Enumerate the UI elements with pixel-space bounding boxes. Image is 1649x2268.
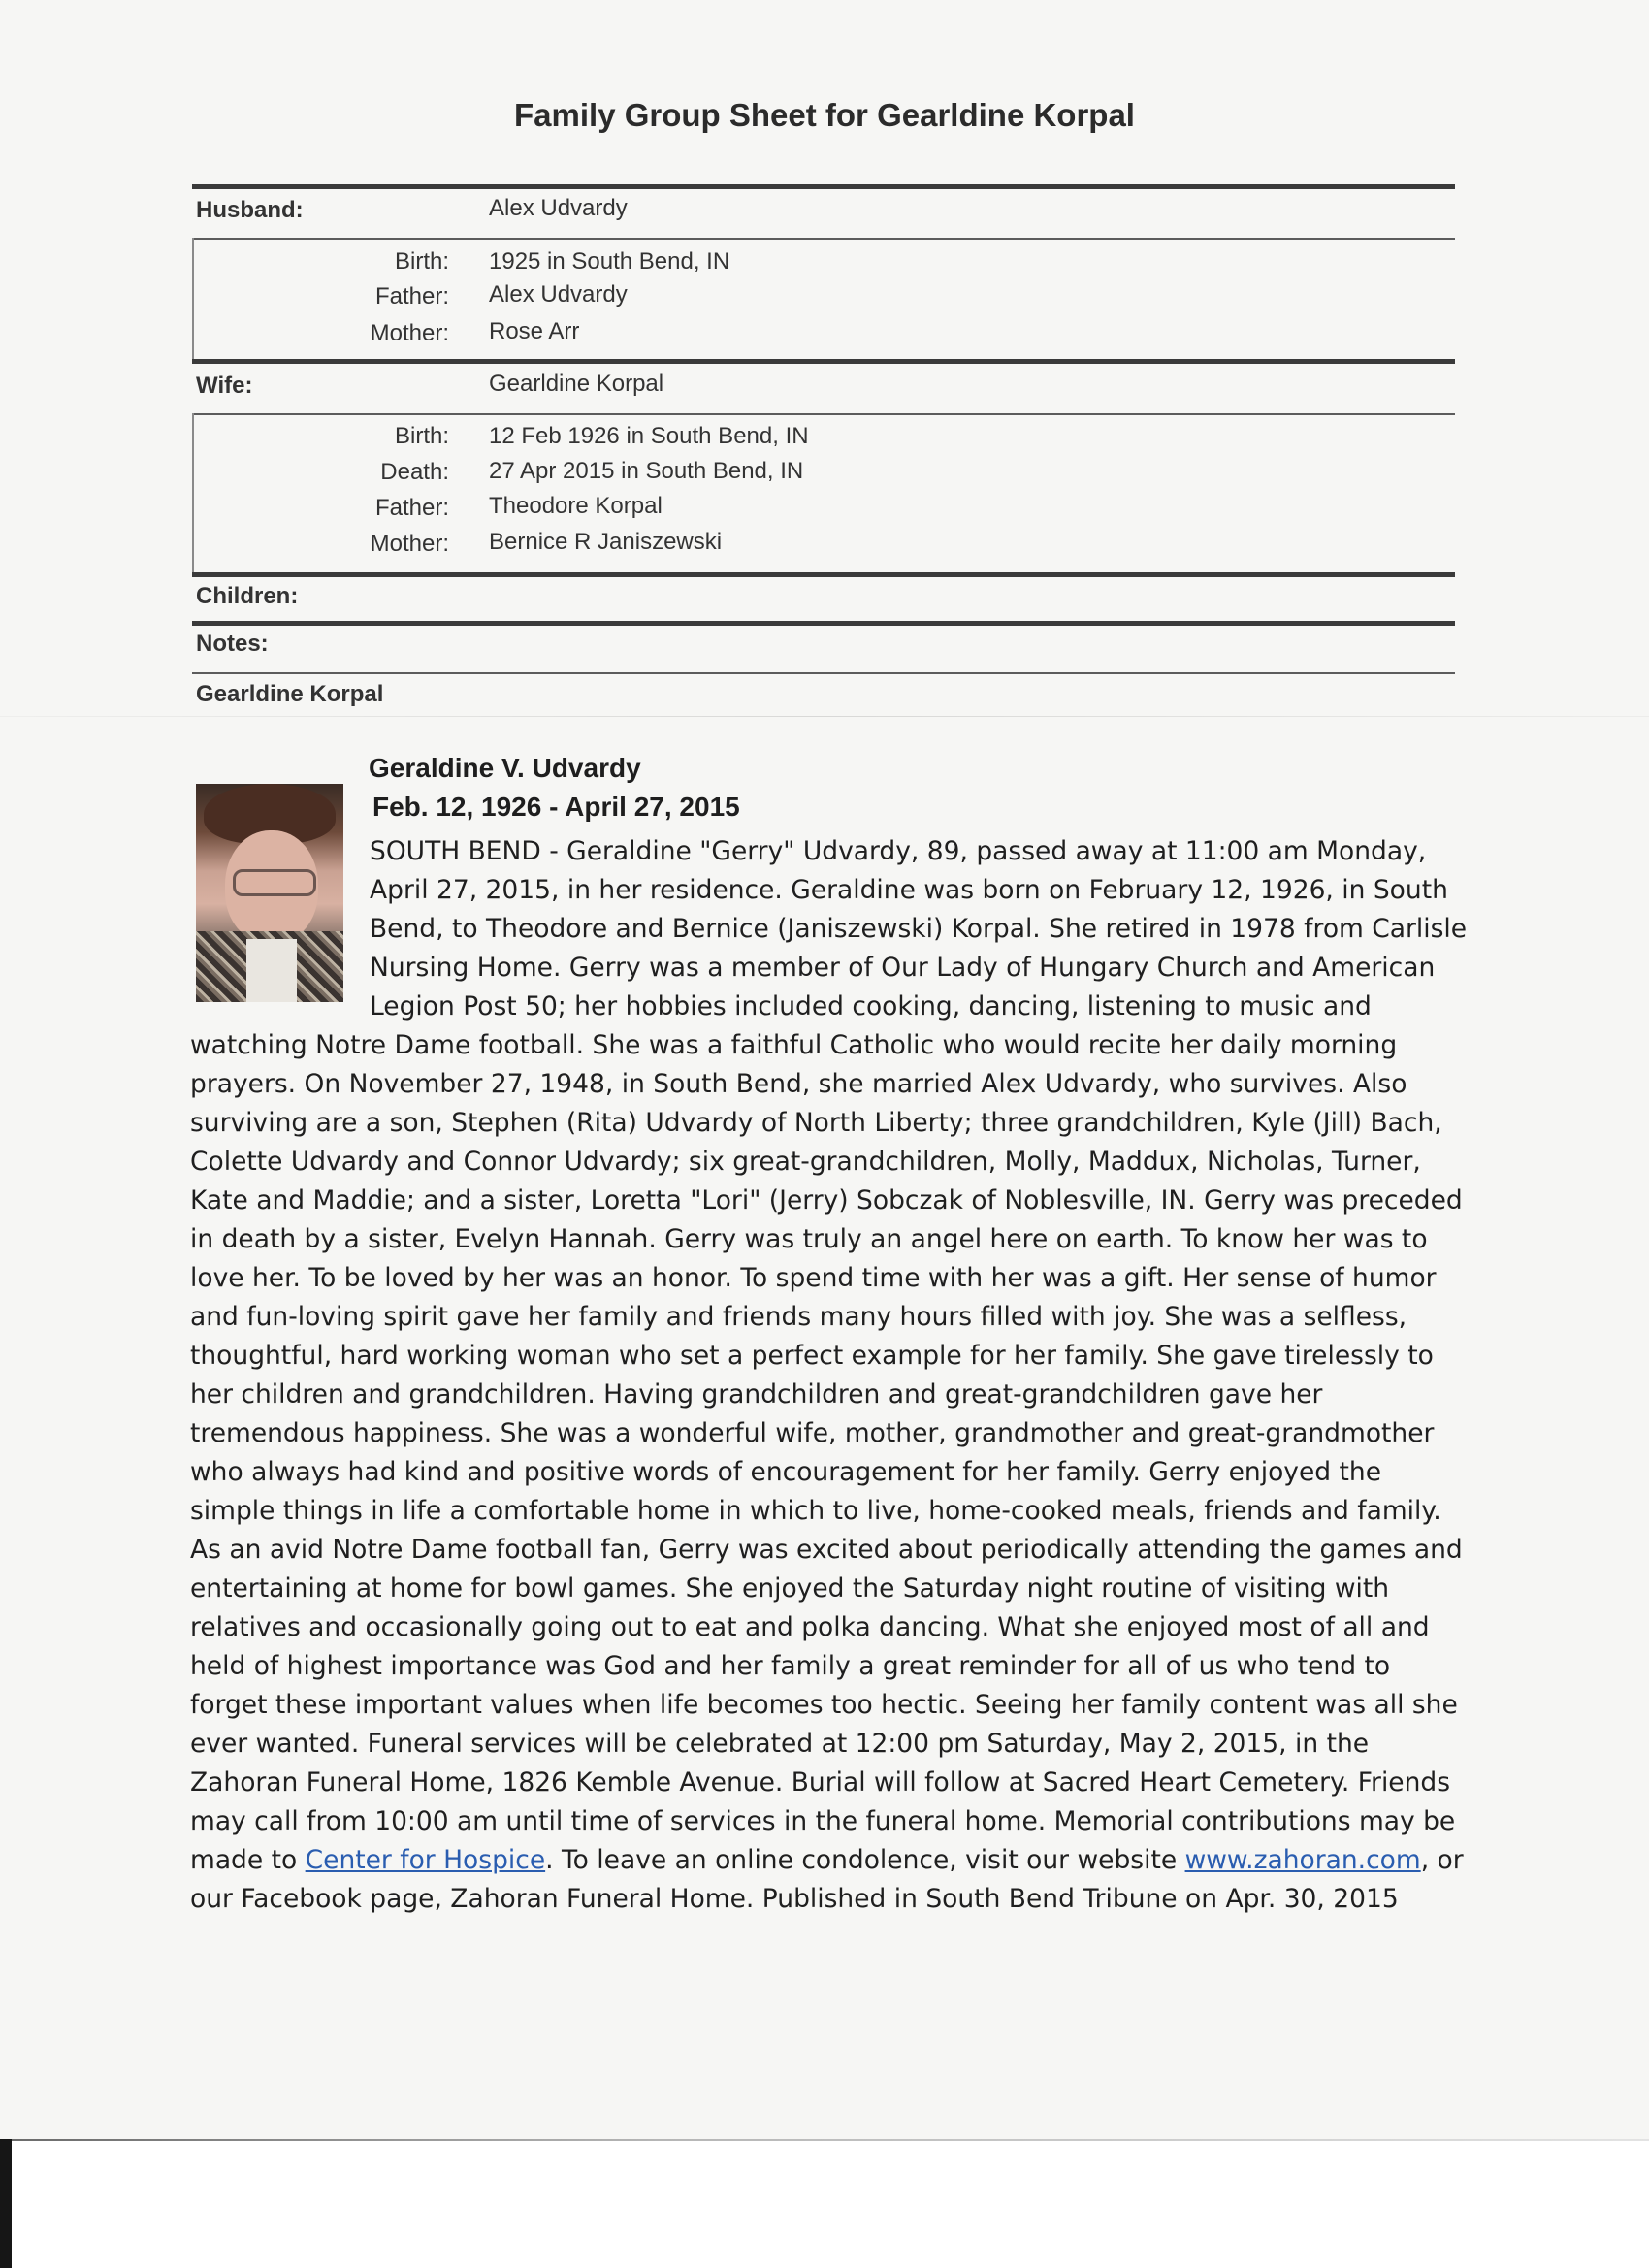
obituary-name: Geraldine V. Udvardy [369,753,641,783]
zahoran-website-link[interactable]: www.zahoran.com [1184,1845,1421,1875]
wife-birth-label: Birth: [394,423,449,449]
obituary-text [190,832,1471,1919]
wife-mother-value: Bernice R Janiszewski [489,529,723,555]
wife-mother-label: Mother: [370,531,449,557]
center-for-hospice-link[interactable]: Center for Hospice [305,1845,546,1875]
section-rule [192,572,1455,577]
wife-label: Wife: [196,373,253,399]
section-rule [192,621,1455,626]
children-label: Children: [196,583,299,609]
husband-birth-value: 1925 in South Bend, IN [489,248,730,275]
scan-fold-line [0,716,1649,717]
husband-birth-label: Birth: [394,248,449,275]
obituary-body-middle: . To leave an online condolence, visit our website [545,1845,1185,1875]
husband-mother-value: Rose Arr [489,318,580,344]
wife-father-label: Father: [374,495,449,521]
section-rule [192,238,1455,240]
section-rule [192,184,1455,189]
husband-label: Husband: [196,197,304,223]
husband-name: Alex Udvardy [489,195,628,221]
notes-name: Gearldine Korpal [196,681,384,707]
husband-mother-label: Mother: [370,320,449,346]
wife-death-label: Death: [380,459,449,485]
husband-father-value: Alex Udvardy [489,281,628,308]
page-title: Family Group Sheet for Gearldine Korpal [514,97,1135,133]
notes-label: Notes: [196,631,269,657]
photo-spacer [190,832,370,1007]
obituary-body-end: , or our Facebook page, Zahoran Funeral Home. Published in South Bend Tribune on Apr. 30, 2015 [190,1845,1464,1914]
wife-father-value: Theodore Korpal [489,493,663,519]
wife-name: Gearldine Korpal [489,371,664,397]
husband-father-label: Father: [374,283,449,309]
section-rule [192,413,1455,415]
obituary-dates: Feb. 12, 1926 - April 27, 2015 [372,792,740,822]
section-rule [192,359,1455,364]
section-rule [192,672,1455,674]
wife-birth-value: 12 Feb 1926 in South Bend, IN [489,423,809,449]
wife-death-value: 27 Apr 2015 in South Bend, IN [489,458,804,484]
scan-bottom-margin [0,2139,1649,2268]
obituary-body: SOUTH BEND - Geraldine "Gerry" Udvardy, 89, passed away at 11:00 am Monday, April 27, 2015, in her residence. Geraldine was born on February 12, 1926, in South Bend, to Theodore and Bernice (Janiszewski) Korpal. She retired in 1978 from Carlisle Nursing Home. Gerry was a member of Our Lady of Hungary Church and American Legion Post 50; her hobbies included cooking, dancing, listening to music and watching Notre Dame football. She was a faithful Catholic who would recite her daily morning prayers. On November 27, 1948, in South Bend, she married Alex Udvardy, who survives. Also surviving are a son, Stephen (Rita) Udvardy of North Liberty; three grandchildren, Kyle (Jill) Bach, Colette Udvardy and Connor Udvardy; six great-grandchildren, Molly, Maddux, Nicholas, Turner, Kate and Maddie; and a sister, Loretta "Lori" (Jerry) Sobczak of Noblesville, IN. Gerry was preceded in death by a sister, Evelyn Hannah. Gerry was truly an angel here on earth. To know her was to love her. To be loved by her was an honor. To spend time with her was a gift. Her sense of humor and fun-loving spirit gave her family and friends many hours filled with joy. She was a selfless, thoughtful, hard working woman who set a perfect example for her family. She gave tirelessly to her children and grandchildren. Having grandchildren and great-grandchildren gave her tremendous happiness. She was a wonderful wife, mother, grandmother and great-grandmother who always had kind and positive words of encouragement for her family. Gerry enjoyed the simple things in life a comfortable home in which to live, home-cooked meals, friends and family. As an avid Notre Dame football fan, Gerry was excited about periodically attending the games and entertaining at home for bowl games. She enjoyed the Saturday night routine of visiting with relatives and occasionally going out to eat and polka dancing. What she enjoyed most of all and held of highest importance was God and her family a great reminder for all of us who tend to forget these important values when life becomes too hectic. Seeing her family content was all she ever wanted. Funeral services will be celebrated at 12:00 pm Saturday, May 2, 2015, in the Zahoran Funeral Home, 1826 Kemble Avenue. Burial will follow at Sacred Heart Cemetery. Friends may call from 10:00 am until time of services in the funeral home. Memorial contributions may be made to [190,836,1468,1875]
